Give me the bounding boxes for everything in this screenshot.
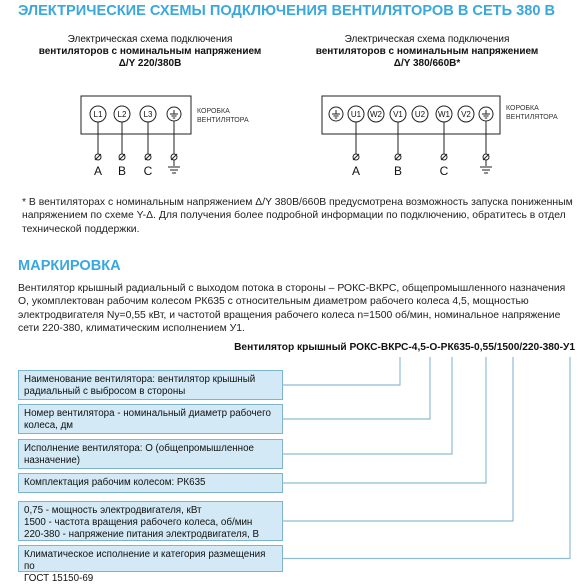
legend-item (18, 545, 283, 585)
legend-connector-line (283, 357, 452, 454)
legend-item-line: назначение) (24, 455, 81, 467)
legend-connector-line (283, 357, 570, 559)
svg-text:L1: L1 (93, 110, 103, 119)
right-phase-c: C (439, 164, 449, 178)
footnote: * В вентиляторах с номинальным напряжением Δ/Y 380В/660В предусмотрена возможность запуска пониженным напряжением по схеме Y-Δ. Для получения более подробной информации по подключению, обратитесь в отдел технической поддержки. (22, 197, 573, 235)
legend-item (18, 473, 283, 493)
left-box-label-2: ВЕНТИЛЯТОРА (197, 117, 249, 124)
marking-description: Вентилятор крышный радиальный с выходом потока в стороны – РОКС-ВКРС, общепромышленного назначения О, укомплектован рабочим колесом РК635 с относительным диаметром рабочего колеса 4,5, мощностью электродвигателя Ny=0,55 кВт, и частотой вращения рабочего колеса n=1500 об/мин, номинальное напряжение сети 220-380, климатическим исполнением У1. (18, 283, 566, 335)
right-phase-b: B (393, 164, 403, 178)
legend-item (18, 439, 283, 469)
right-caption-line3: Δ/Y 380/660В* (393, 58, 461, 69)
left-caption-line1: Электрическая схема подключения (67, 34, 233, 45)
svg-text:U1: U1 (350, 110, 362, 119)
legend-item-line: 220-380 - напряжение питания электродвигателя, В (24, 529, 260, 541)
right-box-label-2: ВЕНТИЛЯТОРА (506, 114, 558, 121)
legend-item (18, 404, 283, 434)
svg-text:L3: L3 (143, 110, 153, 119)
right-phase-a: A (351, 164, 361, 178)
svg-text:W1: W1 (438, 110, 450, 119)
legend-connector-line (283, 357, 430, 419)
svg-text:L2: L2 (117, 110, 127, 119)
legend-item-line: 0,75 - мощность электродвигателя, кВт (24, 505, 202, 516)
svg-text:V1: V1 (393, 110, 403, 119)
marking-heading: МАРКИРОВКА (18, 258, 121, 274)
right-caption-line1: Электрическая схема подключения (344, 34, 510, 45)
svg-text:V2: V2 (461, 110, 471, 119)
left-phase-b: B (117, 164, 127, 178)
legend-connector-line (283, 357, 400, 385)
legend-item (18, 370, 283, 400)
legend-item (18, 501, 283, 541)
legend-connector-line (283, 357, 486, 483)
legend-item-line: колеса, дм (24, 420, 74, 432)
left-phase-a: A (93, 164, 103, 178)
legend-item-line: радиальный с выбросом в стороны (24, 386, 186, 398)
left-caption-line3: Δ/Y 220/380В (118, 58, 182, 69)
legend-item-line: Исполнение вентилятора: О (общепромышленное (24, 443, 254, 454)
svg-text:W2: W2 (370, 110, 382, 119)
right-box-label-1: КОРОБКА (506, 105, 539, 112)
left-caption-line2: вентиляторов с номинальным напряжением (38, 46, 262, 57)
fan-designation-code: Вентилятор крышный РОКС-ВКРС-4,5-О-РК635-0,55/1500/220-380-У1 (234, 342, 575, 353)
legend-item-line: Наименование вентилятора: вентилятор крышный (24, 374, 256, 385)
legend-connector-line (283, 357, 513, 521)
legend-item-line: 1500 - частота вращения рабочего колеса, об/мин (24, 517, 253, 529)
legend-item-line: ГОСТ 15150-69 (24, 573, 94, 585)
legend-item-line: Климатическое исполнение и категория размещения по (24, 549, 266, 573)
left-phase-c: C (143, 164, 153, 178)
legend-item-line: Комплектация рабочим колесом: РК635 (24, 477, 206, 488)
right-caption-line2: вентиляторов с номинальным напряжением (315, 46, 539, 57)
left-box-label-1: КОРОБКА (197, 108, 230, 115)
page-title: ЭЛЕКТРИЧЕСКИЕ СХЕМЫ ПОДКЛЮЧЕНИЯ ВЕНТИЛЯТОРОВ В СЕТЬ 380 В (18, 3, 556, 19)
svg-text:U2: U2 (414, 110, 426, 119)
legend-item-line: Номер вентилятора - номинальный диаметр рабочего (24, 408, 271, 419)
